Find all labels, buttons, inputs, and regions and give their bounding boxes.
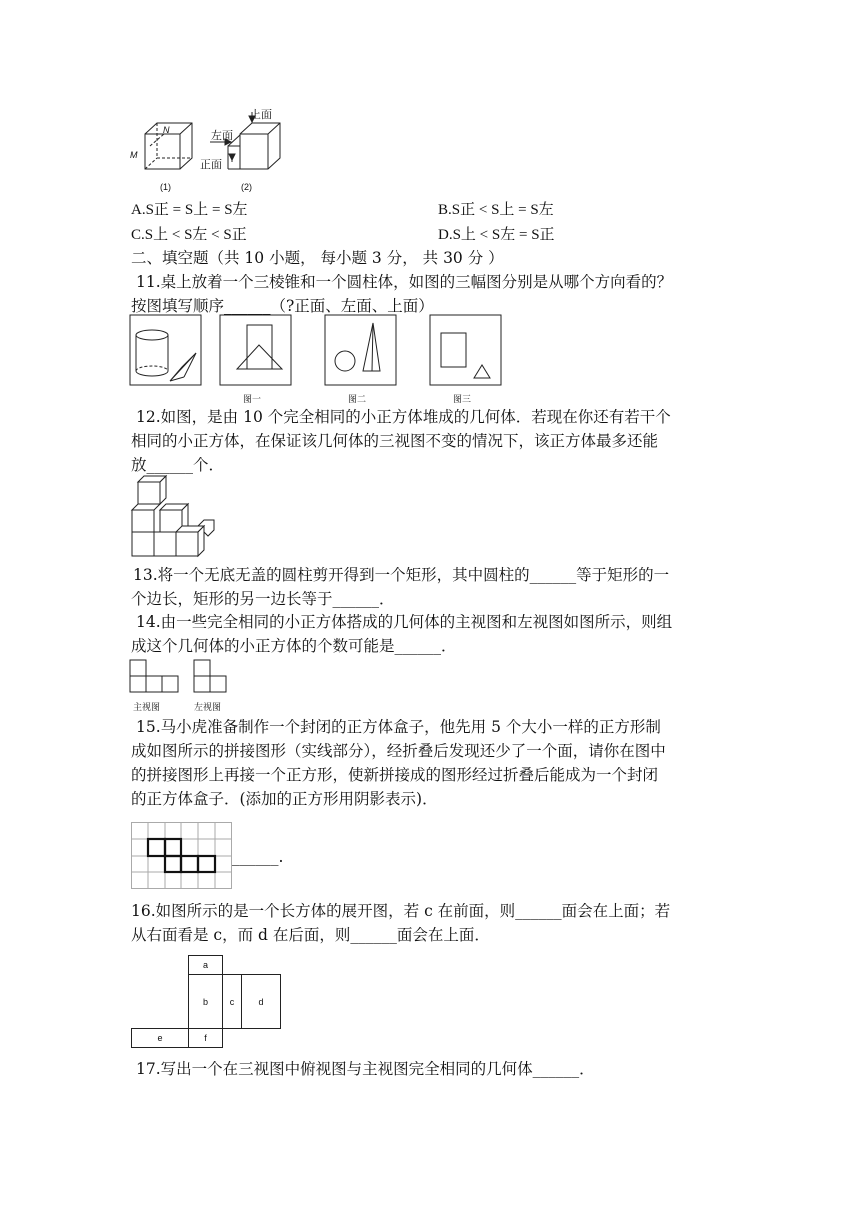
q15-line3: 的拼接图形上再接一个正方形，使新拼接成的图形经过折叠后能成为一个封闭 — [131, 766, 659, 784]
q13-line2: 个边长，矩形的另一边长等于______． — [131, 590, 395, 608]
label-front: 正面 — [200, 159, 222, 171]
q12-line2: 相同的小正方体，在保证该几何体的三视图不变的情况下，该正方体最多还能 — [131, 432, 659, 450]
q10-cube-figure — [128, 106, 298, 194]
label-fig2: (2) — [241, 182, 252, 192]
net-cell-d: d — [241, 974, 281, 1029]
q16-line1: 16.如图所示的是一个长方体的展开图，若 c 在前面，则______面会在上面；若 — [131, 902, 671, 920]
net-cell-c: c — [222, 974, 242, 1029]
q14-line2: 成这个几何体的小正方体的个数可能是______． — [131, 637, 457, 655]
q11-caption-1: 图一 — [243, 394, 262, 404]
section-heading: 二、填空题（共 10 小题， 每小题 3 分， 共 30 分 ） — [131, 249, 504, 267]
label-n: N — [163, 125, 170, 135]
q15-line2: 成如图所示的拼接图形（实线部分），经折叠后发现还少了一个面，请你在图中 — [131, 742, 666, 760]
q14-line1: 14.由一些完全相同的小正方体搭成的几何体的主视图和左视图如图所示，则组 — [136, 613, 673, 631]
label-top: 上面 — [250, 109, 272, 121]
net-cell-b: b — [188, 974, 223, 1029]
net-cell-e: e — [131, 1028, 189, 1048]
option-b: B.S正 < S上 = S左 — [438, 202, 554, 218]
q15-line1: 15.马小虎准备制作一个封闭的正方体盒子，他先用 5 个大小一样的正方形制 — [136, 718, 661, 736]
q11-caption-3: 图三 — [453, 394, 472, 404]
q15-blank: ______. — [232, 848, 284, 866]
q15-grid[interactable] — [131, 822, 233, 890]
net-cell-a: a — [188, 955, 223, 975]
q16-line2: 从右面看是 c，而 d 在后面，则______面会在上面． — [131, 926, 490, 944]
q13-line1: 13.将一个无底无盖的圆柱剪开得到一个矩形，其中圆柱的______等于矩形的一 — [133, 566, 670, 584]
q14-views — [130, 658, 230, 694]
label-left: 左面 — [211, 130, 233, 142]
label-fig1: (1) — [160, 182, 171, 192]
q12-cube-stack — [130, 474, 230, 560]
label-m: M — [130, 150, 138, 160]
q11-caption-2: 图二 — [348, 394, 367, 404]
q12-line3: 放______个． — [131, 456, 225, 474]
option-a: A.S正 = S上 = S左 — [131, 202, 248, 218]
q11-line2: 按图填写顺序______（?正面、左面、上面） — [131, 297, 434, 315]
option-c: C.S上 < S左 < S正 — [131, 227, 247, 243]
q14-caption-left: 左视图 — [194, 702, 222, 712]
q11-line1: 11.桌上放着一个三棱锥和一个圆柱体，如图的三幅图分别是从哪个方向看的？ — [136, 273, 673, 291]
q14-caption-main: 主视图 — [133, 702, 161, 712]
option-d: D.S上 < S左 = S正 — [438, 227, 555, 243]
q15-line4: 的正方体盒子．(添加的正方形用阴影表示)． — [131, 790, 438, 808]
q12-line1: 12.如图，是由 10 个完全相同的小正方体堆成的几何体．若现在你还有若干个 — [136, 408, 671, 426]
q11-figures — [130, 315, 510, 395]
q17-line1: 17.写出一个在三视图中俯视图与主视图完全相同的几何体______． — [136, 1060, 595, 1078]
net-cell-f: f — [188, 1028, 223, 1048]
